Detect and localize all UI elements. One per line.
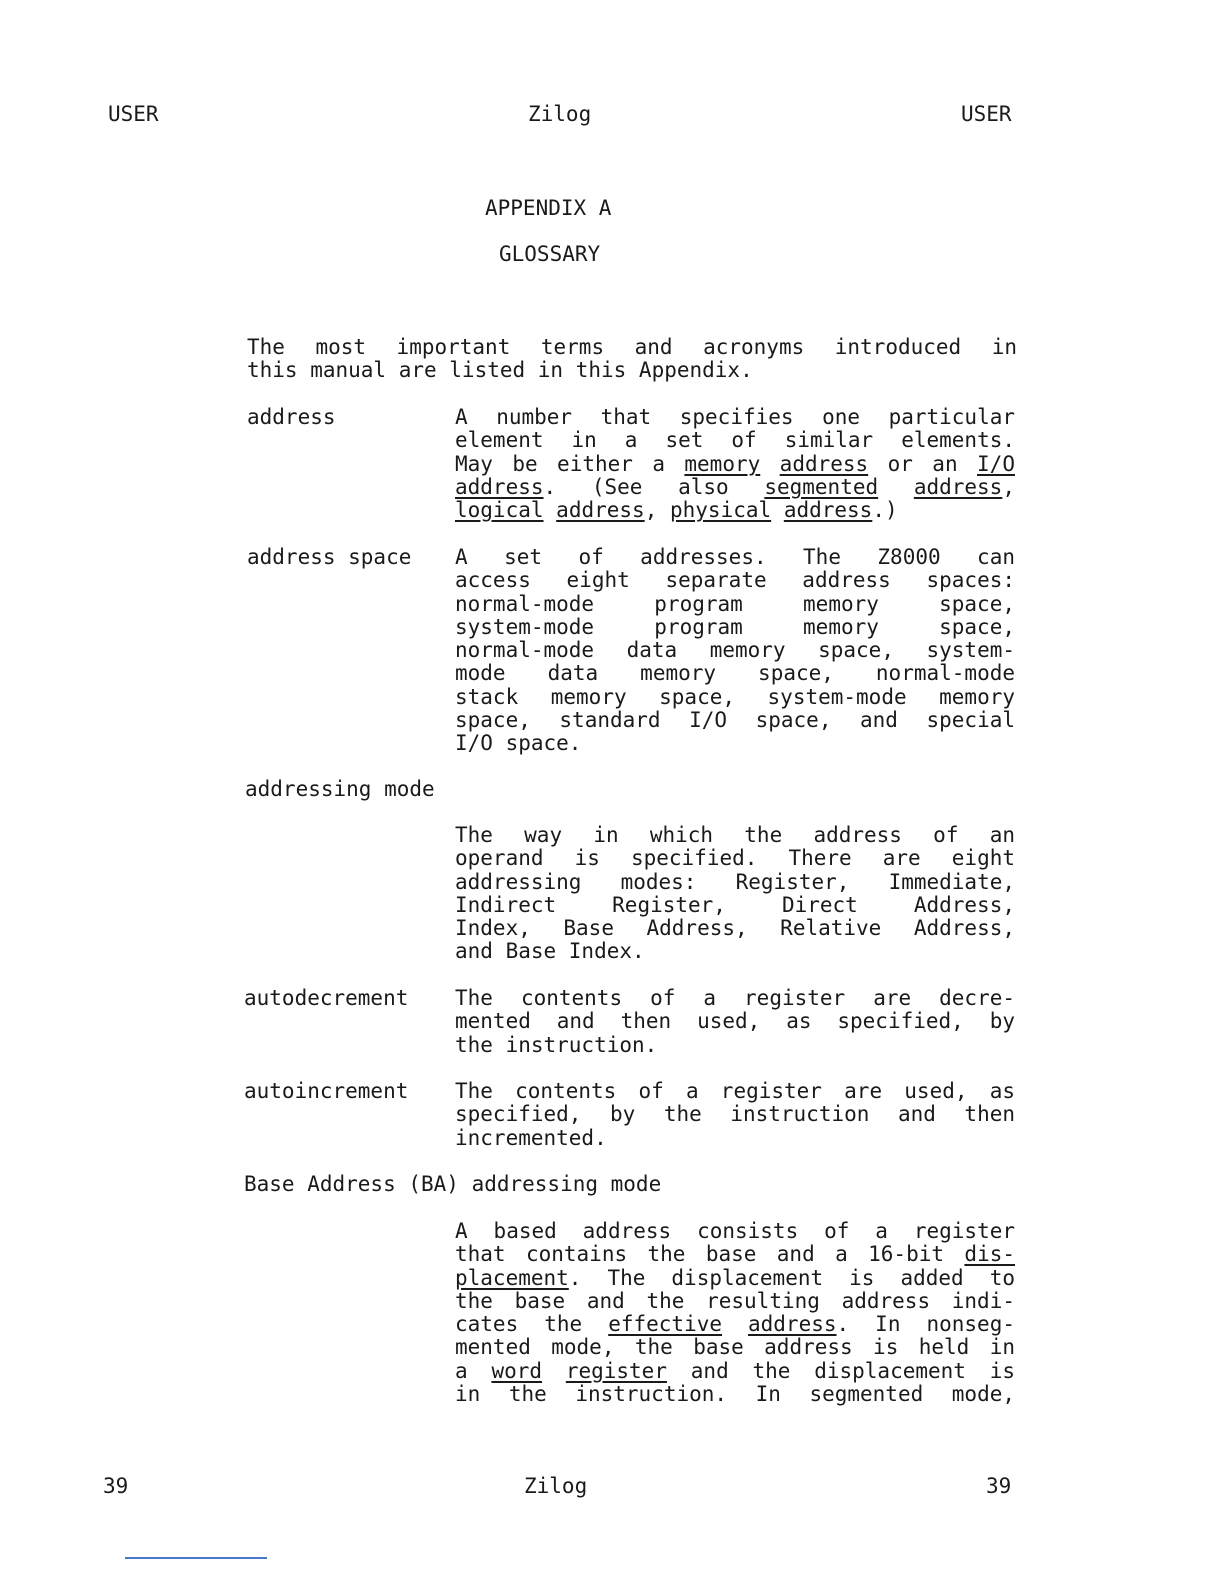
xref-effective: effective [608,1312,722,1337]
definition-line [455,1313,1015,1336]
glossary-title: GLOSSARY [499,242,601,266]
xref-io: I/O [977,451,1015,476]
definition-line: normal-mode data memory space, system- [455,638,1015,663]
definition-line: mented and then used, as specified, by [455,1009,1015,1034]
definition-line: incremented. [455,1125,607,1150]
glossary-term-addressing-mode: addressing mode [245,777,435,801]
text-run: . In nonseg- [836,1312,1015,1337]
definition-line: normal-mode program memory space, [455,591,1015,616]
xref-address: address [748,1312,837,1337]
definition-line: operand is specified. There are eight [455,846,1015,871]
definition-line: element in a set of similar elements. [455,428,1015,453]
definition-line: addressing modes: Register, Immediate, [455,869,1015,894]
intro-line: this manual are listed in this Appendix. [247,358,753,382]
footer-center: Zilog [524,1474,588,1498]
text-run: cates the [455,1312,583,1337]
xref-physical: physical [670,498,772,523]
xref-memory: memory [684,451,761,476]
definition-line: Indirect Register, Direct Address, [455,892,1015,917]
definition-line [455,499,1015,522]
xref-logical: logical [455,498,544,523]
definition-line: system-mode program memory space, [455,614,1015,639]
xref-address: address [913,474,1003,499]
definition-line [455,1267,1015,1290]
xref-segmented: segmented [764,474,879,499]
glossary-definition-base-address [455,1220,1015,1406]
definition-line: I/O space. [455,731,582,756]
definition-line: mented mode, the base address is held in [455,1335,1015,1360]
glossary-definition-address-space [455,546,1015,756]
definition-line: mode data memory space, normal-mode [455,661,1015,686]
definition-line: the instruction. [455,1032,658,1057]
xref-register: register [565,1358,667,1383]
definition-line [455,1360,1015,1383]
text-run: . The displacement is added to [568,1265,1015,1290]
definition-line: A set of addresses. The Z8000 can [455,545,1015,569]
glossary-term-address: address [247,405,336,429]
xref-address: address [556,498,645,523]
text-run: and the displacement is [690,1358,1015,1383]
text-run: or an [887,451,958,476]
definition-line: specified, by the instruction and then [455,1102,1015,1127]
definition-line: space, standard I/O space, and special [455,708,1015,733]
glossary-definition-addressing-mode [455,824,1015,964]
xref-displacement: placement [455,1265,569,1290]
intro-line: The most important terms and acronyms introduced in [247,335,1017,359]
definition-line: the base and the resulting address indi- [455,1288,1015,1313]
definition-line: The contents of a register are used, as [455,1079,1015,1103]
definition-line: stack memory space, system-mode memory [455,684,1015,709]
xref-displacement: dis- [964,1242,1015,1267]
header-right: USER [961,102,1012,126]
xref-address: address [455,474,544,499]
text-run: , [1002,474,1015,499]
definition-line: and Base Index. [455,939,645,964]
definition-line [455,476,1015,499]
header-center: Zilog [528,102,592,126]
definition-line: access eight separate address spaces: [455,568,1015,593]
glossary-term-address-space: address space [247,545,412,569]
glossary-term-autoincrement: autoincrement [244,1079,409,1103]
definition-line: Index, Base Address, Relative Address, [455,916,1015,941]
text-run: . (See also [543,474,729,499]
text-run: .) [872,498,898,523]
text-run: , [644,498,658,523]
xref-word: word [491,1358,543,1383]
appendix-title: APPENDIX A [485,196,612,220]
definition-line [455,1243,1015,1266]
intro-paragraph [247,336,1017,382]
glossary-term-autodecrement: autodecrement [244,986,409,1010]
header-left: USER [108,102,159,126]
definition-line: A based address consists of a register [455,1219,1015,1243]
glossary-definition-autoincrement [455,1080,1015,1150]
glossary-term-base-address: Base Address (BA) addressing mode [244,1172,662,1196]
definition-line: A number that specifies one particular [455,405,1015,429]
glossary-definition-autodecrement [455,987,1015,1057]
definition-line [455,453,1015,476]
footer-page-number-right: 39 [986,1474,1012,1498]
text-run: a [455,1358,468,1383]
scan-edge-rule [125,1557,267,1559]
text-run: that contains the base and a 16-bit [455,1242,945,1267]
text-run: May be either a [455,451,665,476]
definition-line: The contents of a register are decre- [455,986,1015,1010]
glossary-definition-address [455,406,1015,522]
definition-line: in the instruction. In segmented mode, [455,1382,1015,1407]
xref-address: address [783,498,873,523]
xref-address: address [779,451,869,476]
footer-page-number-left: 39 [103,1474,129,1498]
definition-line: The way in which the address of an [455,823,1015,847]
